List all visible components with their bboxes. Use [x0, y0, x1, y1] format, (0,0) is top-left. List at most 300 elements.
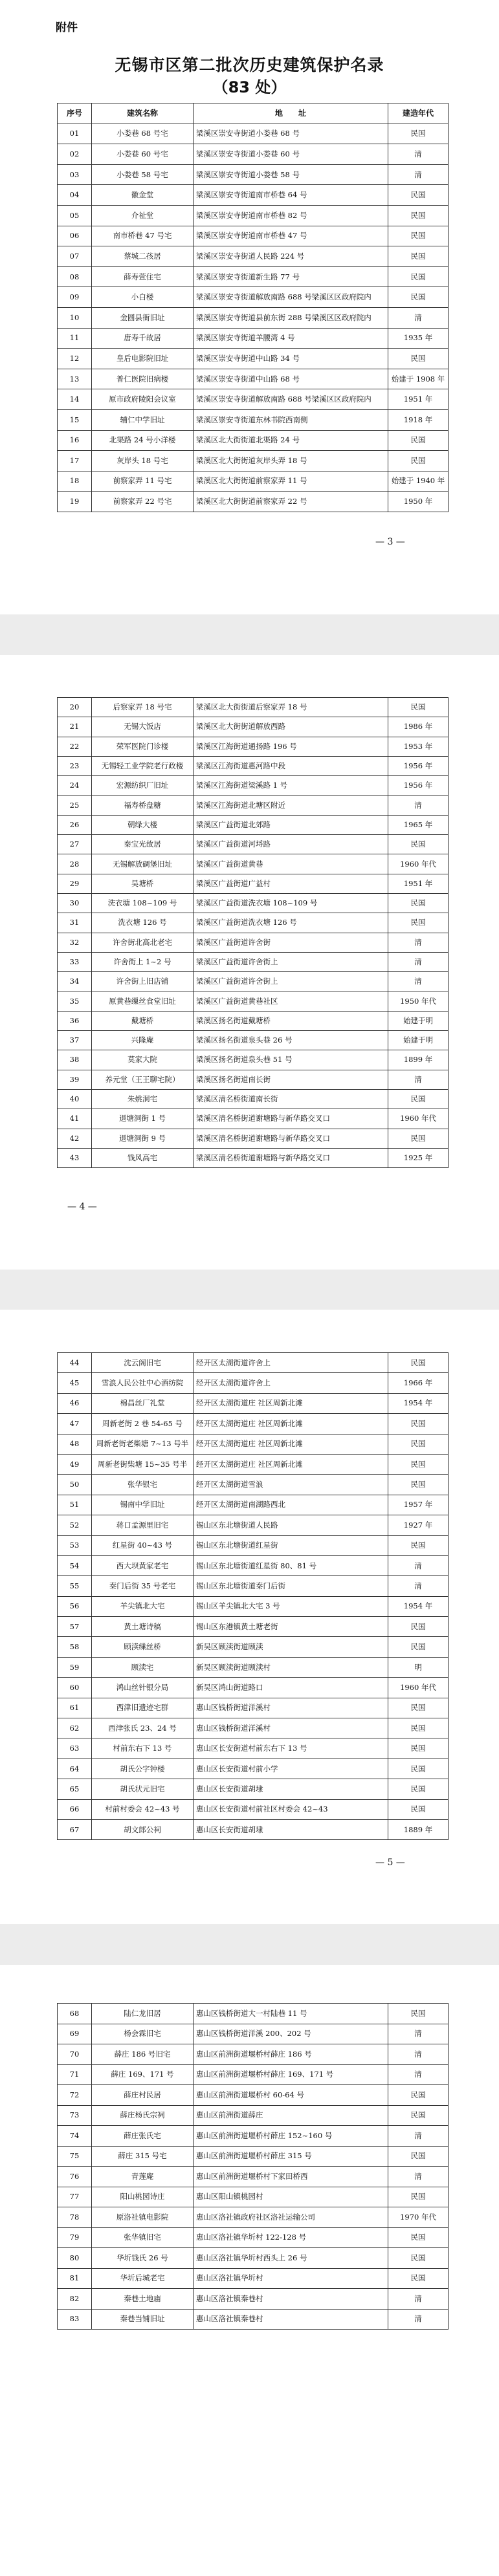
header-name: 建筑名称 — [92, 103, 194, 124]
table-row — [58, 698, 449, 717]
table-row — [58, 2146, 449, 2167]
construction-era: 明 — [388, 1657, 449, 1677]
row-number: 52 — [58, 1515, 92, 1535]
construction-era: 1951 年 — [388, 874, 449, 893]
row-number: 65 — [58, 1779, 92, 1799]
building-name: 辅仁中学旧址 — [92, 409, 194, 430]
building-name: 杨会霖旧宅 — [92, 2024, 194, 2044]
table-row — [58, 328, 449, 349]
building-name: 朝绿大楼 — [92, 815, 194, 834]
row-number: 49 — [58, 1454, 92, 1474]
building-address: 经开区太湖街道庄 社区周新北滩 — [194, 1393, 388, 1413]
building-name: 原黄巷缫丝食堂旧址 — [92, 991, 194, 1011]
table-row — [58, 2024, 449, 2044]
table-row — [58, 1535, 449, 1555]
row-number: 61 — [58, 1698, 92, 1718]
table-row — [58, 1070, 449, 1089]
document-page-2 — [0, 655, 499, 1270]
building-address: 梁溪区北大街街道前察家弄 11 号 — [194, 471, 388, 492]
construction-era: 民国 — [388, 1129, 449, 1148]
row-number: 83 — [58, 2309, 92, 2330]
building-address: 梁溪区扬名街道南长街 — [194, 1070, 388, 1089]
building-name: 许舍街上旧店铺 — [92, 972, 194, 991]
row-number: 46 — [58, 1393, 92, 1413]
building-address: 梁溪区崇安寺街道东林书院西南侧 — [194, 409, 388, 430]
building-name: 村前村委会 42~43 号 — [92, 1799, 194, 1819]
building-address: 惠山区前洲街道堰桥村薛庄 152~160 号 — [194, 2126, 388, 2147]
building-address: 惠山区前洲街道堰桥村薛庄 186 号 — [194, 2044, 388, 2065]
building-name: 周新老街老柴塘 7~13 号半 — [92, 1434, 194, 1454]
building-name: 秦巷土地庙 — [92, 2289, 194, 2310]
row-number: 05 — [58, 205, 92, 226]
table-row — [58, 913, 449, 933]
construction-era: 1960 年代 — [388, 854, 449, 874]
building-name: 洗衣塘 126 号 — [92, 913, 194, 933]
construction-era: 民国 — [388, 1353, 449, 1373]
table-row — [58, 1617, 449, 1637]
row-number: 35 — [58, 991, 92, 1011]
construction-era: 民国 — [388, 226, 449, 246]
building-name: 小娄巷 58 号宅 — [92, 164, 194, 185]
row-number: 62 — [58, 1718, 92, 1738]
building-name: 胡文郎公祠 — [92, 1819, 194, 1839]
construction-era: 清 — [388, 933, 449, 952]
building-name: 张华银宅 — [92, 1475, 194, 1495]
table-row — [58, 2064, 449, 2085]
building-name: 小白楼 — [92, 287, 194, 308]
table-row — [58, 1031, 449, 1050]
building-address: 惠山区洛社镇政府社区洛社运输公司 — [194, 2207, 388, 2228]
table-row — [58, 2227, 449, 2248]
building-name: 华圻后城老宅 — [92, 2268, 194, 2289]
building-name: 蒋口孟源里旧宅 — [92, 1515, 194, 1535]
building-address: 锡山区东北塘街道人民路 — [194, 1515, 388, 1535]
building-name: 西津旧遗迹宅群 — [92, 1698, 194, 1718]
table-row — [58, 874, 449, 893]
building-name: 唐寿千故居 — [92, 328, 194, 349]
building-name: 沈云阁旧宅 — [92, 1353, 194, 1373]
building-address: 惠山区钱桥街道洋溪 200、202 号 — [194, 2024, 388, 2044]
table-row — [58, 1495, 449, 1515]
table-row — [58, 2207, 449, 2228]
construction-era: 民国 — [388, 1718, 449, 1738]
construction-era: 1950 年 — [388, 492, 449, 512]
building-address: 梁溪区崇安寺街道人民路 224 号 — [194, 246, 388, 267]
row-number: 22 — [58, 737, 92, 756]
table-row — [58, 226, 449, 246]
table-row — [58, 1393, 449, 1413]
table-row — [58, 307, 449, 328]
building-address: 惠山区洛社镇华圻村 — [194, 2268, 388, 2289]
construction-era: 民国 — [388, 246, 449, 267]
table-row — [58, 1434, 449, 1454]
row-number: 78 — [58, 2207, 92, 2228]
building-name: 胡氏公字钟楼 — [92, 1759, 194, 1779]
building-list-table — [57, 2003, 449, 2330]
row-number: 21 — [58, 717, 92, 737]
building-name: 青莲庵 — [92, 2167, 194, 2187]
table-row — [58, 1637, 449, 1657]
row-number: 76 — [58, 2167, 92, 2187]
row-number: 63 — [58, 1738, 92, 1759]
table-row — [58, 1515, 449, 1535]
row-number: 24 — [58, 776, 92, 796]
table-row — [58, 492, 449, 512]
building-address: 经开区太湖街道南湖路西北 — [194, 1495, 388, 1515]
table-row — [58, 1678, 449, 1698]
construction-era: 民国 — [388, 1475, 449, 1495]
row-number: 11 — [58, 328, 92, 349]
construction-era: 民国 — [388, 2085, 449, 2106]
construction-era: 1960 年代 — [388, 1678, 449, 1698]
construction-era: 民国 — [388, 451, 449, 471]
row-number: 03 — [58, 164, 92, 185]
construction-era: 清 — [388, 2167, 449, 2187]
building-name: 阳山桃园诗庄 — [92, 2187, 194, 2207]
building-name: 洗衣塘 108~109 号 — [92, 893, 194, 913]
table-row — [58, 1576, 449, 1596]
row-number: 23 — [58, 756, 92, 775]
building-list-table — [57, 697, 449, 1168]
building-address: 梁溪区清名桥街道谢塘路与新华路交叉口 — [194, 1109, 388, 1129]
construction-era: 1918 年 — [388, 409, 449, 430]
building-address: 梁溪区崇安寺街道县前东街 288 号梁溪区区政府院内 — [194, 307, 388, 328]
document-page-3 — [0, 1310, 499, 1924]
row-number: 66 — [58, 1799, 92, 1819]
building-address: 梁溪区崇安寺街道南市桥巷 82 号 — [194, 205, 388, 226]
building-address: 梁溪区北大街街道前察家弄 22 号 — [194, 492, 388, 512]
building-name: 锡南中学旧址 — [92, 1495, 194, 1515]
building-name: 原市政府陵阳会议室 — [92, 389, 194, 410]
header-no: 序号 — [58, 103, 92, 124]
building-address: 锡山区东港镇黄土塘老街 — [194, 1617, 388, 1637]
row-number: 72 — [58, 2085, 92, 2106]
building-address: 新吴区鸿山街道路口 — [194, 1678, 388, 1698]
table-row — [58, 1414, 449, 1434]
building-name: 小娄巷 60 号宅 — [92, 144, 194, 165]
building-name: 宏源纺织厂旧址 — [92, 776, 194, 796]
building-name: 金圆县衙旧址 — [92, 307, 194, 328]
building-name: 荣军医院门诊楼 — [92, 737, 194, 756]
building-name: 周新老街柴塘 15~35 号半 — [92, 1454, 194, 1474]
row-number: 71 — [58, 2064, 92, 2085]
construction-era: 1927 年 — [388, 1515, 449, 1535]
construction-era: 民国 — [388, 1759, 449, 1779]
row-number: 26 — [58, 815, 92, 834]
building-name: 鸿山丝针银分局 — [92, 1678, 194, 1698]
table-row — [58, 756, 449, 775]
row-number: 53 — [58, 1535, 92, 1555]
construction-era: 1956 年 — [388, 756, 449, 775]
row-number: 45 — [58, 1373, 92, 1393]
building-name: 许舍街上 1~2 号 — [92, 952, 194, 971]
row-number: 60 — [58, 1678, 92, 1698]
row-number: 55 — [58, 1576, 92, 1596]
building-name: 羊尖镇北大宅 — [92, 1596, 194, 1616]
table-row — [58, 1596, 449, 1616]
table-row — [58, 854, 449, 874]
table-row — [58, 1454, 449, 1474]
row-number: 81 — [58, 2268, 92, 2289]
building-address: 惠山区前洲街道堰桥村 60-64 号 — [194, 2085, 388, 2106]
building-address: 梁溪区崇安寺街道解放南路 688 号梁溪区区政府院内 — [194, 287, 388, 308]
building-name: 退塘洞街 1 号 — [92, 1109, 194, 1129]
row-number: 10 — [58, 307, 92, 328]
building-name: 无锡大饭店 — [92, 717, 194, 737]
row-number: 17 — [58, 451, 92, 471]
building-address: 梁溪区崇安寺街道小娄巷 68 号 — [194, 124, 388, 144]
building-address: 梁溪区江海街道惠河路中段 — [194, 756, 388, 775]
row-number: 48 — [58, 1434, 92, 1454]
construction-era: 始建于明 — [388, 1031, 449, 1050]
row-number: 42 — [58, 1129, 92, 1148]
building-address: 惠山区洛社镇秦巷村 — [194, 2309, 388, 2330]
table-row — [58, 717, 449, 737]
building-name: 薛庄杨氏宗祠 — [92, 2105, 194, 2126]
row-number: 68 — [58, 2004, 92, 2024]
building-address: 锡山区东北塘街道秦门后街 — [194, 1576, 388, 1596]
row-number: 73 — [58, 2105, 92, 2126]
construction-era: 清 — [388, 1576, 449, 1596]
building-address: 新吴区顾渎街道顾渎 — [194, 1637, 388, 1657]
row-number: 69 — [58, 2024, 92, 2044]
table-row — [58, 1129, 449, 1148]
construction-era: 民国 — [388, 287, 449, 308]
construction-era: 民国 — [388, 1738, 449, 1759]
building-address: 梁溪区广益街道许舍街上 — [194, 952, 388, 971]
building-name: 村前东右下 13 号 — [92, 1738, 194, 1759]
building-address: 梁溪区清名桥街道南长街 — [194, 1089, 388, 1109]
construction-era: 1889 年 — [388, 1819, 449, 1839]
construction-era: 始建于 1940 年 — [388, 471, 449, 492]
building-name: 黄土塘诗稿 — [92, 1617, 194, 1637]
row-number: 75 — [58, 2146, 92, 2167]
building-address: 梁溪区北大街街道灰岸头弄 18 号 — [194, 451, 388, 471]
building-address: 惠山区钱桥街道大一村陆巷 11 号 — [194, 2004, 388, 2024]
building-name: 原洛社镇电影院 — [92, 2207, 194, 2228]
building-name: 陆仁龙旧居 — [92, 2004, 194, 2024]
row-number: 38 — [58, 1050, 92, 1070]
row-number: 67 — [58, 1819, 92, 1839]
row-number: 41 — [58, 1109, 92, 1129]
building-name: 无锡解放碉堡旧址 — [92, 854, 194, 874]
row-number: 40 — [58, 1089, 92, 1109]
row-number: 50 — [58, 1475, 92, 1495]
table-row — [58, 1779, 449, 1799]
table-row — [58, 430, 449, 451]
header-era: 建造年代 — [388, 103, 449, 124]
table-row — [58, 2248, 449, 2269]
construction-era: 清 — [388, 307, 449, 328]
building-name: 兴隆庵 — [92, 1031, 194, 1050]
building-address: 梁溪区广益街道许舍街上 — [194, 972, 388, 991]
building-address: 梁溪区广益街道黄巷 — [194, 854, 388, 874]
building-address: 梁溪区崇安寺街道新生路 77 号 — [194, 266, 388, 287]
table-row — [58, 1109, 449, 1129]
construction-era: 清 — [388, 2309, 449, 2330]
building-address: 梁溪区广益街道许舍街 — [194, 933, 388, 952]
building-address: 梁溪区扬名街道戴塘桥 — [194, 1011, 388, 1030]
page-number: — 4 — — [67, 1202, 97, 1212]
building-list-table — [57, 1352, 449, 1840]
building-address: 惠山区长安街道村前社区村委会 42~43 — [194, 1799, 388, 1819]
construction-era: 1950 年代 — [388, 991, 449, 1011]
building-name: 华圻钱氏 26 号 — [92, 2248, 194, 2269]
building-address: 梁溪区北大街街道北渠路 24 号 — [194, 430, 388, 451]
building-name: 小娄巷 68 号宅 — [92, 124, 194, 144]
row-number: 09 — [58, 287, 92, 308]
row-number: 18 — [58, 471, 92, 492]
building-address: 梁溪区广益街道北郊路 — [194, 815, 388, 834]
building-address: 惠山区前洲街道薛庄 — [194, 2105, 388, 2126]
table-row — [58, 2085, 449, 2106]
construction-era: 清 — [388, 796, 449, 815]
document-subtitle: （83 处） — [212, 78, 287, 96]
building-name: 周新老街 2 巷 54-65 号 — [92, 1414, 194, 1434]
construction-era: 民国 — [388, 2105, 449, 2126]
building-name: 前察家弄 11 号宅 — [92, 471, 194, 492]
row-number: 27 — [58, 835, 92, 854]
table-row — [58, 266, 449, 287]
building-address: 梁溪区北大街街道解放西路 — [194, 717, 388, 737]
table-row — [58, 349, 449, 369]
row-number: 33 — [58, 952, 92, 971]
table-row — [58, 2167, 449, 2187]
table-row — [58, 2268, 449, 2289]
construction-era: 清 — [388, 952, 449, 971]
building-address: 惠山区前洲街道堰桥村下家田桥西 — [194, 2167, 388, 2187]
row-number: 37 — [58, 1031, 92, 1050]
row-number: 25 — [58, 796, 92, 815]
construction-era: 民国 — [388, 1779, 449, 1799]
row-number: 07 — [58, 246, 92, 267]
construction-era: 1953 年 — [388, 737, 449, 756]
construction-era: 民国 — [388, 835, 449, 854]
building-name: 薛庄村民居 — [92, 2085, 194, 2106]
construction-era: 民国 — [388, 1637, 449, 1657]
construction-era: 民国 — [388, 2268, 449, 2289]
table-row — [58, 1050, 449, 1070]
header-address: 地 址 — [194, 103, 388, 124]
construction-era: 1899 年 — [388, 1050, 449, 1070]
building-address: 梁溪区江海街道北塘区附近 — [194, 796, 388, 815]
building-name: 朱姚洞宅 — [92, 1089, 194, 1109]
construction-era: 民国 — [388, 1454, 449, 1474]
row-number: 32 — [58, 933, 92, 952]
document-title: 无锡市区第二批次历史建筑保护名录 — [115, 56, 384, 74]
building-name: 许舍街北高北老宅 — [92, 933, 194, 952]
building-name: 薛庄张氏宅 — [92, 2126, 194, 2147]
table-row — [58, 287, 449, 308]
construction-era: 1957 年 — [388, 1495, 449, 1515]
construction-era: 民国 — [388, 893, 449, 913]
table-row — [58, 893, 449, 913]
building-name: 吴塘桥 — [92, 874, 194, 893]
table-row — [58, 737, 449, 756]
construction-era: 民国 — [388, 1617, 449, 1637]
table-row — [58, 1738, 449, 1759]
building-name: 南市桥巷 47 号宅 — [92, 226, 194, 246]
construction-era: 民国 — [388, 185, 449, 206]
building-name: 福寿桥盘糖 — [92, 796, 194, 815]
building-address: 惠山区前洲街道堰桥村薛庄 169、171 号 — [194, 2064, 388, 2085]
building-address: 惠山区钱桥街道洋溪村 — [194, 1698, 388, 1718]
table-row — [58, 2044, 449, 2065]
construction-era: 清 — [388, 2064, 449, 2085]
building-name: 薛庄 169、171 号 — [92, 2064, 194, 2085]
row-number: 44 — [58, 1353, 92, 1373]
building-address: 经开区太湖街道雪浪 — [194, 1475, 388, 1495]
row-number: 13 — [58, 369, 92, 389]
construction-era: 清 — [388, 2289, 449, 2310]
construction-era: 1956 年 — [388, 776, 449, 796]
table-header-row — [58, 103, 449, 124]
construction-era: 1954 年 — [388, 1393, 449, 1413]
row-number: 80 — [58, 2248, 92, 2269]
building-address: 经开区太湖街道许舍上 — [194, 1373, 388, 1393]
building-name: 红星街 40~43 号 — [92, 1535, 194, 1555]
building-address: 经开区太湖街道许舍上 — [194, 1353, 388, 1373]
building-name: 秦门后街 35 号老宅 — [92, 1576, 194, 1596]
construction-era: 1951 年 — [388, 389, 449, 410]
row-number: 14 — [58, 389, 92, 410]
table-row — [58, 1718, 449, 1738]
page-number: — 5 — — [375, 1857, 405, 1868]
construction-era: 民国 — [388, 1414, 449, 1434]
row-number: 04 — [58, 185, 92, 206]
building-name: 棉昌丝厂礼堂 — [92, 1393, 194, 1413]
construction-era: 民国 — [388, 2146, 449, 2167]
building-address: 惠山区长安街道胡埭 — [194, 1779, 388, 1799]
building-name: 北渠路 24 号小洋楼 — [92, 430, 194, 451]
building-address: 梁溪区崇安寺街道中山路 34 号 — [194, 349, 388, 369]
table-row — [58, 972, 449, 991]
building-address: 梁溪区北大街街道后察家弄 18 号 — [194, 698, 388, 717]
building-name: 戴塘桥 — [92, 1011, 194, 1030]
table-row — [58, 1373, 449, 1393]
construction-era: 清 — [388, 972, 449, 991]
construction-era: 民国 — [388, 2004, 449, 2024]
row-number: 15 — [58, 409, 92, 430]
building-name: 西津张氏 23、24 号 — [92, 1718, 194, 1738]
row-number: 30 — [58, 893, 92, 913]
row-number: 79 — [58, 2227, 92, 2248]
building-address: 惠山区阳山镇桃园村 — [194, 2187, 388, 2207]
table-row — [58, 124, 449, 144]
building-address: 经开区太湖街道庄 社区周新北滩 — [194, 1454, 388, 1474]
construction-era: 民国 — [388, 1698, 449, 1718]
page-number: — 3 — — [375, 537, 405, 547]
row-number: 28 — [58, 854, 92, 874]
construction-era: 民国 — [388, 1535, 449, 1555]
construction-era: 1925 年 — [388, 1148, 449, 1167]
row-number: 29 — [58, 874, 92, 893]
table-row — [58, 2187, 449, 2207]
building-name: 钱风高宅 — [92, 1148, 194, 1167]
building-name: 顾渎宅 — [92, 1657, 194, 1677]
row-number: 64 — [58, 1759, 92, 1779]
table-row — [58, 1148, 449, 1167]
table-row — [58, 1698, 449, 1718]
table-row — [58, 1353, 449, 1373]
building-address: 新吴区顾渎街道顾渎村 — [194, 1657, 388, 1677]
table-row — [58, 2309, 449, 2330]
row-number: 58 — [58, 1637, 92, 1657]
table-row — [58, 2289, 449, 2310]
row-number: 56 — [58, 1596, 92, 1616]
construction-era: 清 — [388, 144, 449, 165]
building-address: 锡山区羊尖镇北大宅 3 号 — [194, 1596, 388, 1616]
